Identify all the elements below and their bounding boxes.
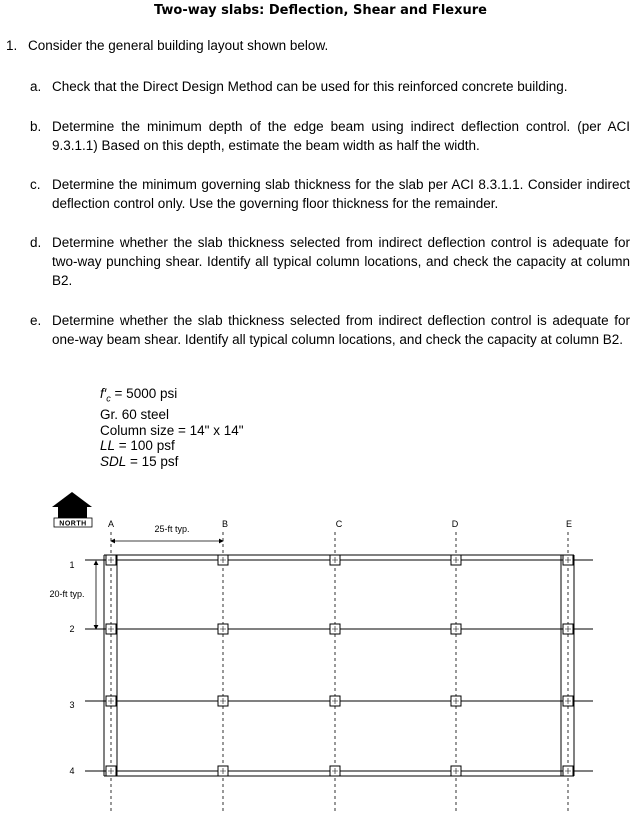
beam-lines <box>85 560 593 771</box>
row-label-2: 2 <box>69 624 75 634</box>
part-text: Determine whether the slab thickness selected from indirect deflection control is adequate for two-way punching shear. Identify all typical column locations, and check the capacity at column B2. <box>52 235 630 288</box>
col-label-e: E <box>565 519 573 529</box>
page-title: Two-way slabs: Deflection, Shear and Flexure <box>153 3 487 18</box>
north-label: NORTH <box>59 520 87 528</box>
part-text: Determine the minimum governing slab thickness for the slab per ACI 8.3.1.1. Consider indirect deflection control only. Use the governing floor thickness for the remainder. <box>52 177 630 211</box>
ll-label: LL <box>100 438 116 454</box>
col-label-c: C <box>335 519 343 529</box>
dimension-col-spacing <box>111 524 223 541</box>
given-column-size: Column size = 14" x 14" <box>100 422 244 438</box>
row-label-3: 3 <box>69 700 75 710</box>
given-steel: Gr. 60 steel <box>100 407 170 423</box>
col-label-b: B <box>221 519 229 529</box>
question-text: Consider the general building layout shown below. <box>28 38 329 53</box>
col-label-a: A <box>107 519 115 529</box>
part-letter: c. <box>30 177 41 192</box>
question-number: 1. <box>6 38 18 53</box>
column-center-marks <box>108 557 571 774</box>
edge-beams <box>104 555 574 776</box>
north-arrow-icon <box>52 492 92 528</box>
row-dim-label: 20-ft typ. <box>49 589 85 599</box>
columns <box>106 555 573 776</box>
fc-subscript: c <box>106 393 111 404</box>
part-text: Determine the minimum depth of the edge beam using indirect deflection control. (per ACI 9.3.1.1) Based on this depth, estimate the beam width as half the width. <box>52 119 630 153</box>
row-label-4: 4 <box>69 766 75 776</box>
fc-value: = 5000 psi <box>110 386 178 401</box>
row-label-1: 1 <box>69 560 75 570</box>
part-letter: a. <box>30 79 42 94</box>
col-label-d: D <box>451 519 459 529</box>
col-dim-label: 25-ft typ. <box>154 524 190 534</box>
part-text: Check that the Direct Design Method can be used for this reinforced concrete building. <box>52 79 568 94</box>
fc-symbol: f′ <box>100 386 107 401</box>
sdl-label: SDL <box>100 453 127 469</box>
part-letter: b. <box>30 119 42 134</box>
sdl-value: = 15 psf <box>126 453 179 469</box>
ll-value: = 100 psf <box>115 438 175 454</box>
part-letter: d. <box>30 235 42 250</box>
part-text: Determine whether the slab thickness selected from indirect deflection control is adequate for one-way beam shear. Identify all typical column locations, and check the capacity at column B2. <box>52 313 630 347</box>
part-letter: e. <box>30 313 42 328</box>
dimension-row-spacing <box>49 561 96 629</box>
